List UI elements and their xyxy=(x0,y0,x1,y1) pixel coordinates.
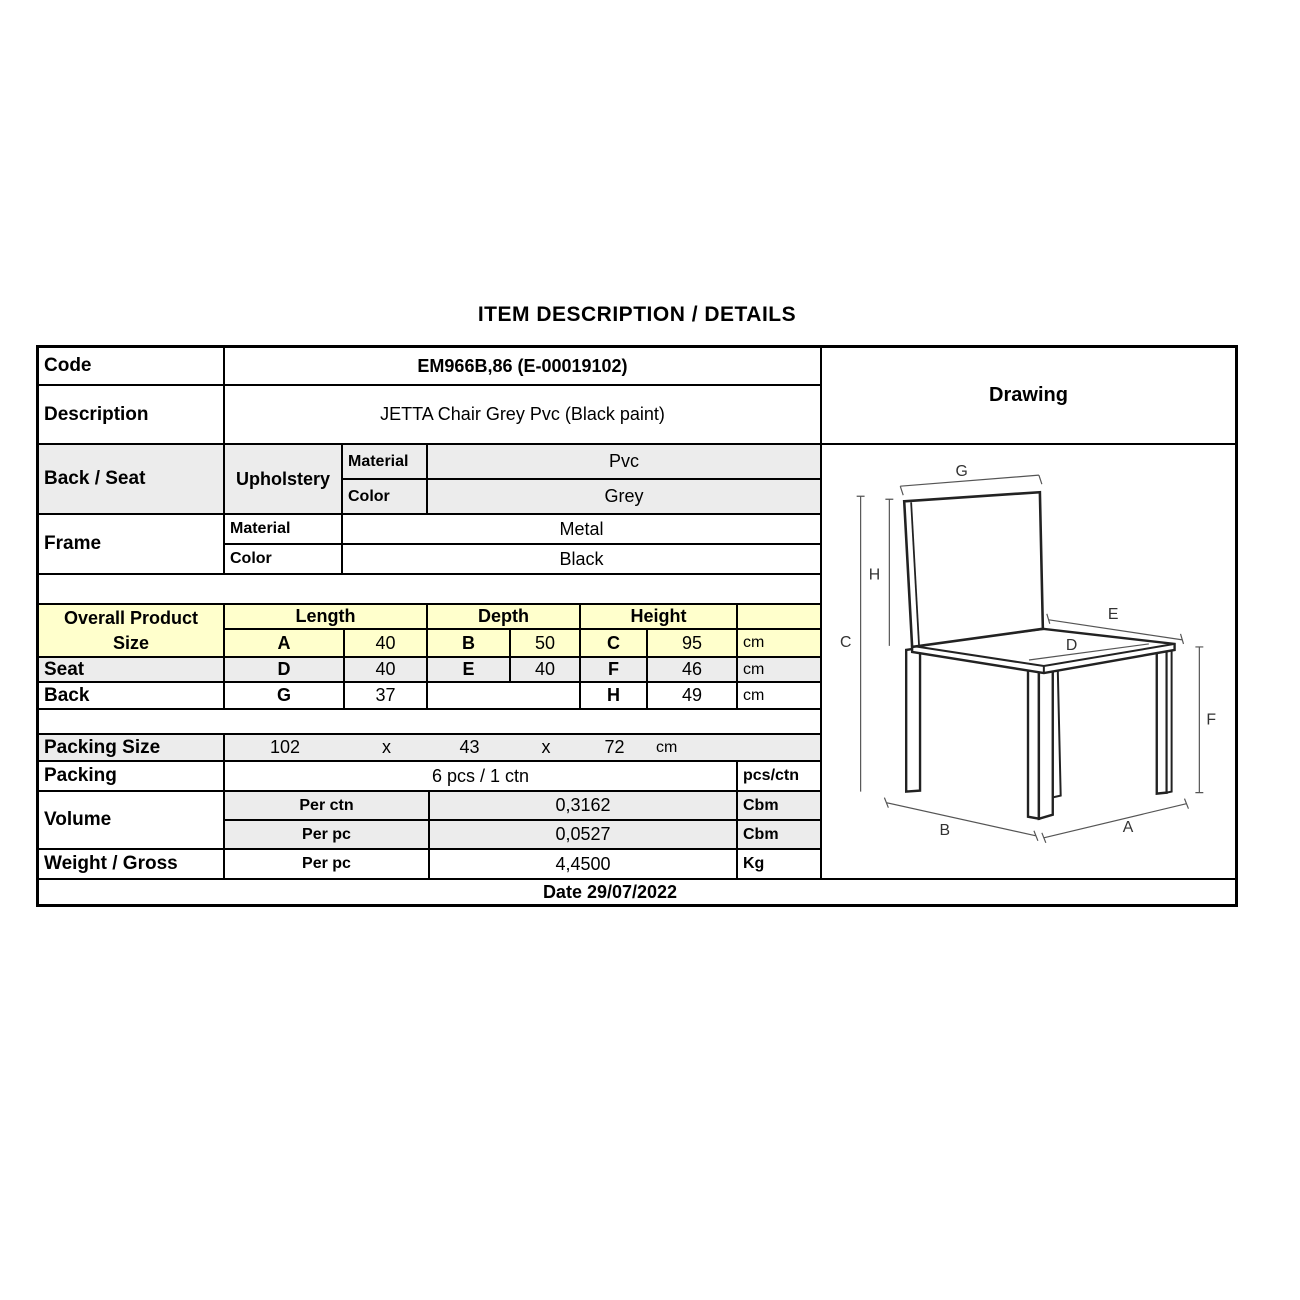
frame-material-value: Metal xyxy=(559,518,604,539)
size-header-rows xyxy=(39,605,820,658)
packing-size-label: Packing Size xyxy=(39,735,225,760)
dim-f-key: F xyxy=(581,658,648,681)
seat-label: Seat xyxy=(39,658,225,681)
volume-row xyxy=(39,792,820,850)
size-header-empty-cell xyxy=(738,605,820,628)
back-size-row xyxy=(39,683,820,710)
spacer-row-2 xyxy=(39,710,820,735)
back-row-empty-cell xyxy=(428,683,581,708)
back-unit: cm xyxy=(743,686,765,704)
dim-f-value: 46 xyxy=(648,658,738,681)
dim-b-value: 50 xyxy=(511,630,581,656)
packing-dim3: 72 xyxy=(604,737,625,757)
packing-label: Packing xyxy=(39,762,225,790)
dim-label-e: E xyxy=(1107,605,1119,623)
back-label: Back xyxy=(39,683,225,708)
depth-header: Depth xyxy=(428,605,581,628)
date-row xyxy=(39,878,1235,904)
frame-subtable xyxy=(225,515,820,573)
description-value: JETTA Chair Grey Pvc (Black paint) xyxy=(380,404,665,424)
dim-label-h: H xyxy=(868,566,881,584)
drawing-header: Drawing xyxy=(822,348,1235,445)
dim-a-value: 40 xyxy=(345,630,428,656)
dim-line-h xyxy=(885,499,893,646)
dim-d-value: 40 xyxy=(345,658,428,681)
volume-subtable xyxy=(225,792,820,848)
description-label: Description xyxy=(39,386,225,443)
weight-label: Weight / Gross xyxy=(39,850,225,878)
chair-front-leg-right-face xyxy=(1039,661,1053,819)
back-seat-subtable xyxy=(343,445,820,513)
overall-product-size-label xyxy=(39,605,225,656)
spacer-cell-1 xyxy=(39,575,820,603)
frame-color-label: Color xyxy=(225,545,343,573)
frame-row xyxy=(39,515,820,575)
chair-front-leg-left-face xyxy=(1028,659,1039,819)
back-seat-label: Back / Seat xyxy=(39,445,225,513)
volume-per-pc-subrow xyxy=(225,821,820,848)
per-pc-unit: Cbm xyxy=(743,825,779,843)
code-label: Code xyxy=(39,348,225,384)
weight-row xyxy=(39,850,820,878)
length-header: Length xyxy=(225,605,428,628)
weight-per-label: Per pc xyxy=(225,850,430,878)
dim-label-f: F xyxy=(1206,711,1217,729)
dim-label-c: C xyxy=(840,633,852,651)
frame-material-subrow xyxy=(225,515,820,545)
size-header-subtable xyxy=(225,605,820,656)
date-text: Date 29/07/2022 xyxy=(542,881,678,902)
dim-g-key: G xyxy=(225,683,345,708)
size-dim-header-subrow xyxy=(225,605,820,630)
dim-line-b xyxy=(884,798,1038,841)
item-description-table xyxy=(36,345,1238,907)
dim-line-c xyxy=(857,496,865,791)
frame-material-label: Material xyxy=(225,515,343,543)
seat-unit: cm xyxy=(743,660,765,678)
back-seat-material-value: Pvc xyxy=(608,451,639,471)
chair-right-leg-side-face xyxy=(1167,644,1172,793)
frame-color-value: Black xyxy=(559,548,604,569)
table-main xyxy=(39,348,1235,878)
per-ctn-unit: Cbm xyxy=(743,796,779,814)
back-seat-material-subrow xyxy=(343,445,820,480)
per-ctn-label: Per ctn xyxy=(225,792,430,819)
per-ctn-value: 0,3162 xyxy=(430,792,738,819)
weight-value: 4,4500 xyxy=(430,850,738,878)
packing-value: 6 pcs / 1 ctn xyxy=(225,762,738,790)
volume-label: Volume xyxy=(39,792,225,848)
weight-unit: Kg xyxy=(743,855,765,872)
page-title: ITEM DESCRIPTION / DETAILS xyxy=(477,303,797,326)
dim-e-key: E xyxy=(428,658,511,681)
back-seat-color-label: Color xyxy=(343,480,428,513)
packing-sep2: x xyxy=(541,737,551,757)
per-pc-label: Per pc xyxy=(225,821,430,848)
frame-color-subrow xyxy=(225,545,820,573)
chair-drawing xyxy=(822,445,1235,878)
packing-sep1: x xyxy=(382,737,391,757)
chair-right-leg-front-face xyxy=(1157,645,1167,794)
per-pc-value: 0,0527 xyxy=(430,821,738,848)
overall-values-subrow xyxy=(225,630,820,656)
dim-c-key: C xyxy=(581,630,648,656)
dim-g-value: 37 xyxy=(345,683,428,708)
drawing-section xyxy=(822,348,1235,878)
packing-size-value xyxy=(225,735,820,760)
volume-per-ctn-subrow xyxy=(225,792,820,821)
packing-size-unit: cm xyxy=(656,738,678,756)
frame-label: Frame xyxy=(39,515,225,573)
back-seat-material-label: Material xyxy=(343,445,428,478)
code-value: EM966B,86 (E-00019102) xyxy=(417,355,628,376)
packing-unit: pcs/ctn xyxy=(743,767,800,784)
packing-dim2: 43 xyxy=(459,737,480,757)
dim-label-b: B xyxy=(939,821,951,839)
spacer-row-1 xyxy=(39,575,820,605)
dim-c-value: 95 xyxy=(648,630,738,656)
packing-row xyxy=(39,762,820,792)
code-row xyxy=(39,348,820,386)
dim-h-value: 49 xyxy=(648,683,738,708)
dim-label-d: D xyxy=(1065,636,1078,654)
seat-size-row xyxy=(39,658,820,683)
upholstery-label: Upholstery xyxy=(225,445,343,513)
dim-a-key: A xyxy=(225,630,345,656)
height-header: Height xyxy=(581,605,738,628)
overall-unit: cm xyxy=(738,630,820,656)
description-row xyxy=(39,386,820,445)
spacer-cell-2 xyxy=(39,710,820,733)
dim-line-a xyxy=(1042,799,1189,843)
back-seat-row xyxy=(39,445,820,515)
overall-product-line1: Overall Product xyxy=(63,608,199,629)
dim-h-key: H xyxy=(581,683,648,708)
back-seat-color-subrow xyxy=(343,480,820,513)
back-seat-color-value: Grey xyxy=(604,486,644,506)
dim-e-value: 40 xyxy=(511,658,581,681)
overall-product-line2: Size xyxy=(112,632,150,653)
details-section xyxy=(39,348,822,878)
drawing-area xyxy=(822,445,1235,878)
dim-label-g: G xyxy=(955,463,968,481)
packing-dim1: 102 xyxy=(269,737,301,757)
chair-backrest xyxy=(904,492,1043,647)
dim-line-f xyxy=(1195,647,1203,793)
chair-left-leg xyxy=(906,648,920,792)
dim-label-a: A xyxy=(1122,818,1134,836)
dim-b-key: B xyxy=(428,630,511,656)
packing-size-row xyxy=(39,735,820,762)
dim-d-key: D xyxy=(225,658,345,681)
